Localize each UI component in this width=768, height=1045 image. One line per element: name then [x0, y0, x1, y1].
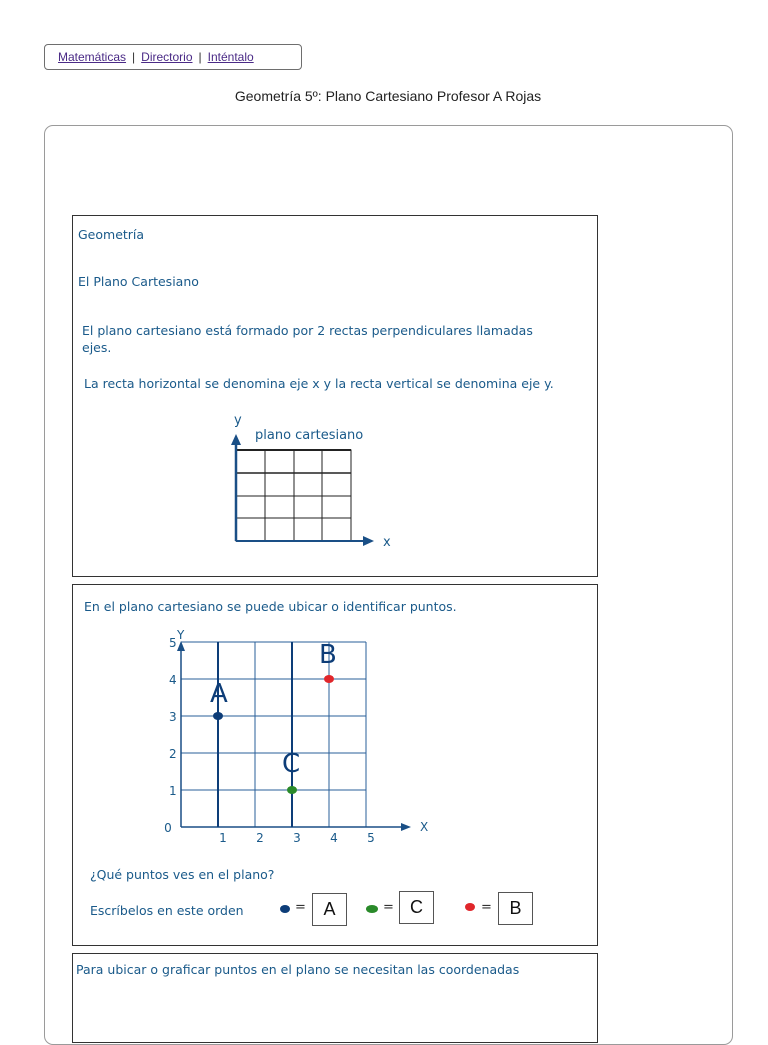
- diagram-x-label: x: [383, 535, 391, 550]
- section-coordinates: [72, 953, 598, 1043]
- x-tick-label: 1: [219, 831, 227, 844]
- cartesian-plane-diagram: [223, 412, 423, 552]
- point-b: [324, 675, 334, 683]
- points-question: ¿Qué puntos ves en el plano?: [90, 867, 275, 882]
- point-c: [287, 786, 297, 794]
- page-title: Geometría 5º: Plano Cartesiano Profesor A Rojas: [234, 88, 542, 104]
- x-tick-label: 3: [293, 831, 301, 844]
- answer-box-green[interactable]: C: [399, 891, 434, 924]
- answer-box-blue[interactable]: A: [312, 893, 347, 926]
- diagram-caption: plano cartesiano: [255, 428, 364, 443]
- nav-separator: |: [132, 50, 136, 64]
- top-nav: [44, 44, 302, 70]
- paragraph-axes: El plano cartesiano está formado por 2 rectas perpendiculares llamadas ejes.: [82, 323, 533, 355]
- y-tick-label: 1: [169, 784, 177, 798]
- nav-link-directorio[interactable]: Directorio: [141, 50, 193, 64]
- y-tick-label: 4: [169, 673, 177, 687]
- blue-dot-icon: [280, 905, 290, 913]
- point-label-a: A: [210, 679, 228, 709]
- x-tick-label: 2: [256, 831, 264, 844]
- point-label-c: C: [282, 749, 301, 779]
- equals-sign: =: [481, 900, 492, 915]
- x-tick-label: 5: [367, 831, 375, 844]
- points-intro: En el plano cartesiano se puede ubicar o identificar puntos.: [84, 599, 457, 614]
- nav-link-intentalo[interactable]: Inténtalo: [207, 50, 254, 64]
- nav-separator: |: [198, 50, 202, 64]
- section-subheading: El Plano Cartesiano: [78, 274, 199, 289]
- point-a: [213, 712, 223, 720]
- points-instruction: Escríbelos en este orden: [90, 903, 244, 918]
- paragraph-axis-names: La recta horizontal se denomina eje x y la recta vertical se denomina eje y.: [84, 376, 554, 391]
- section-definition: [72, 215, 598, 577]
- equals-sign: =: [295, 900, 306, 915]
- y-tick-label: 5: [169, 636, 177, 650]
- point-label-b: B: [319, 640, 337, 670]
- y-axis-label: Y: [177, 629, 185, 642]
- x-axis-label: X: [420, 820, 429, 834]
- equals-sign: =: [383, 900, 394, 915]
- section-points: [72, 584, 598, 946]
- coordinates-text: Para ubicar o graficar puntos en el plano se necesitan las coordenadas: [76, 962, 520, 977]
- diagram-y-label: y: [234, 413, 242, 428]
- x-axis-arrow-icon: [401, 823, 411, 831]
- y-tick-label: 2: [169, 747, 177, 761]
- x-tick-label: 0: [164, 821, 172, 835]
- y-tick-label: 3: [169, 710, 177, 724]
- red-dot-icon: [465, 903, 475, 911]
- green-dot-icon: [366, 905, 378, 913]
- x-tick-label: 4: [330, 831, 338, 844]
- nav-link-matematicas[interactable]: Matemáticas: [58, 50, 127, 64]
- answer-box-red[interactable]: B: [498, 892, 533, 925]
- points-chart: [163, 629, 463, 844]
- section-heading: Geometría: [78, 227, 145, 242]
